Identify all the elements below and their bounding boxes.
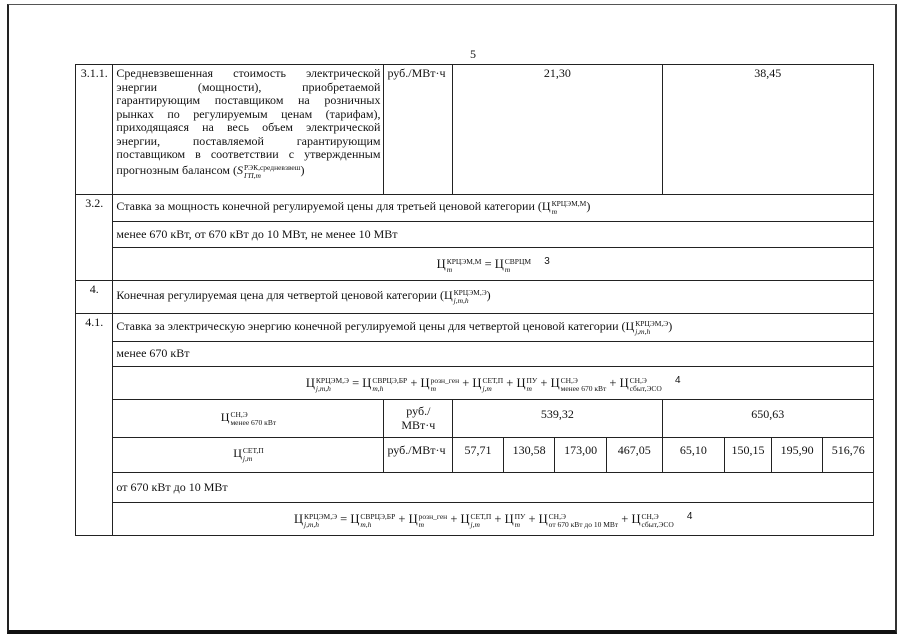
plus-sign: + <box>398 511 406 526</box>
price-symbol: Ц <box>362 375 372 390</box>
price-symbol: Ц <box>305 375 315 390</box>
symbol-sub: j,m,h <box>453 296 469 305</box>
formula-cell <box>113 503 874 536</box>
symbol-sup: СВРЦЭ,БР <box>360 511 396 521</box>
value-cell: 21,30 <box>453 65 662 195</box>
row-4 <box>76 281 874 314</box>
symbol-sub: j,m,h <box>304 519 319 529</box>
price-symbol: Ц <box>220 409 230 424</box>
price-symbol: Ц <box>293 511 303 526</box>
row-3-2-band <box>76 222 874 248</box>
desc-close: ) <box>300 162 305 177</box>
plus-sign: + <box>506 375 514 390</box>
desc-line: энергии, поставляемой гарантирующим <box>116 133 381 148</box>
symbol-s: S <box>236 162 243 177</box>
formula-cell <box>113 248 874 281</box>
row-description <box>113 65 384 195</box>
value-cell: 467,05 <box>606 438 662 473</box>
plus-sign: + <box>621 511 629 526</box>
formula-number: 3 <box>544 255 550 267</box>
row-number: 4. <box>76 281 113 314</box>
plus-sign: + <box>540 375 548 390</box>
desc-line-last <box>116 164 380 180</box>
price-symbol: Ц <box>494 256 504 271</box>
title-close: ) <box>586 199 591 213</box>
band-label: менее 670 кВт, от 670 кВт до 10 МВт, не менее 10 МВт <box>113 222 874 248</box>
price-symbol: Ц <box>420 375 430 390</box>
value-cell: 150,15 <box>725 438 772 473</box>
symbol-sup: СН,Э <box>548 511 566 521</box>
tariff-table <box>75 64 874 536</box>
unit-cell: руб./МВт·ч <box>384 438 453 473</box>
desc-line: энергии (мощности), приобретаемой <box>116 79 381 94</box>
plus-sign: + <box>410 375 418 390</box>
symbol-sup: ПУ <box>526 375 538 385</box>
value-cell: 650,63 <box>662 400 873 438</box>
symbol-sup: СН,Э <box>629 375 647 385</box>
symbol-sub: j,m <box>242 454 253 463</box>
symbol-sup: КРЦЭМ,М <box>551 199 587 208</box>
price-symbol: Ц <box>443 288 453 302</box>
title-close: ) <box>486 288 491 302</box>
page-number: 5 <box>470 47 476 61</box>
value-cell: 516,76 <box>823 438 874 473</box>
row-title <box>113 314 874 342</box>
price-symbol: Ц <box>504 511 514 526</box>
symbol-sub: ГП,m <box>243 170 261 180</box>
symbol-sup: СЕТ,П <box>242 446 264 455</box>
row-3-2-formula <box>76 248 874 281</box>
symbol-sup: КРЦЭМ,М <box>446 256 482 266</box>
value-cell: 173,00 <box>555 438 607 473</box>
price-symbol: Ц <box>631 511 641 526</box>
value-cell: 38,45 <box>662 65 873 195</box>
price-symbol: Ц <box>472 375 482 390</box>
unit-cell: руб./МВт·ч <box>384 65 453 195</box>
symbol-sub: сбыт,ЭСО <box>629 383 662 393</box>
symbol-sub: j,m <box>470 519 480 529</box>
value-cell: 57,71 <box>453 438 504 473</box>
symbol-sup: СЕТ,П <box>482 375 504 385</box>
symbol-sup: ПУ <box>514 511 526 521</box>
symbol-sub: менее 670 кВт <box>230 417 277 427</box>
desc-line: Средневзвешенная стоимость электрической <box>116 66 381 80</box>
sn-label <box>113 400 384 438</box>
band-label: менее 670 кВт <box>113 342 874 367</box>
value-cell: 130,58 <box>503 438 555 473</box>
plus-sign: + <box>609 375 617 390</box>
symbol-sup: РЭК,средневзвеш <box>243 162 301 172</box>
desc-tail: прогнозным балансом ( <box>116 162 237 177</box>
symbol-sup: КРЦЭМ,Э <box>315 375 349 385</box>
symbol-sup: КРЦЭМ,Э <box>304 511 338 521</box>
row-4-1-band1 <box>76 342 874 367</box>
symbol-sub: j,m,h <box>315 383 331 393</box>
band-label: от 670 кВт до 10 МВт <box>113 473 874 503</box>
price-symbol: Ц <box>538 511 548 526</box>
symbol-sub: сбыт,ЭСО <box>641 519 674 529</box>
row-title <box>113 281 874 314</box>
symbol-sup: СВРЦЭ,БР <box>372 375 408 385</box>
value-cell: 195,90 <box>771 438 823 473</box>
equals-sign: = <box>352 375 360 390</box>
symbol-sub: менее 670 кВт <box>560 383 607 393</box>
plus-sign: + <box>494 511 502 526</box>
value-cell: 539,32 <box>453 400 662 438</box>
formula-number: 4 <box>686 510 693 522</box>
set-label <box>113 438 384 473</box>
desc-line: приходящаяся на весь объем электрической <box>116 120 381 134</box>
desc-line: рынках по регулируемым ценам (тарифам), <box>116 106 381 121</box>
symbol-sub: j,m <box>482 383 492 393</box>
desc-line: поставщиком в соответствии с утвержденным <box>116 147 381 161</box>
title-text: Ставка за мощность конечной регулируемой цены для третьей ценовой категории ( <box>116 199 542 213</box>
symbol-sup: СН,Э <box>641 511 659 521</box>
symbol-sub: m <box>526 383 532 393</box>
plus-sign: + <box>528 511 536 526</box>
row-title <box>113 195 874 222</box>
equals-sign: = <box>484 256 492 271</box>
formula-cell <box>113 367 874 400</box>
desc-line: гарантирующим поставщиком на розничных <box>116 93 381 107</box>
symbol-sup: СВРЦМ <box>504 256 532 266</box>
symbol-sub: m <box>430 383 436 393</box>
title-text: Конечная регулируемая цена для четвертой ценовой категории ( <box>116 288 444 302</box>
title-text: Ставка за электрическую энергию конечной регулируемой цены для четвертой ценовой категории ( <box>116 318 626 333</box>
row-4-1-set <box>76 438 874 473</box>
symbol-sup: КРЦЭМ,Э <box>635 318 669 328</box>
row-number: 4.1. <box>76 314 113 536</box>
row-4-1-band2 <box>76 473 874 503</box>
price-symbol: Ц <box>408 511 418 526</box>
row-4-1-formula1 <box>76 367 874 400</box>
formula-number: 4 <box>674 374 681 386</box>
row-3-1-1 <box>76 65 874 195</box>
symbol-sub: m <box>551 207 557 216</box>
row-4-1-formula2 <box>76 503 874 536</box>
row-number: 3.1.1. <box>76 65 113 195</box>
price-symbol: Ц <box>350 511 360 526</box>
symbol-sub: m,h <box>360 519 372 529</box>
equals-sign: = <box>340 511 348 526</box>
price-symbol: Ц <box>625 318 635 333</box>
symbol-sub: m <box>446 264 453 274</box>
symbol-sup: СН,Э <box>230 409 248 419</box>
symbol-sup: КРЦЭМ,Э <box>453 288 487 297</box>
unit-cell: руб./ МВт·ч <box>384 400 453 438</box>
plus-sign: + <box>450 511 458 526</box>
symbol-sup: СН,Э <box>560 375 578 385</box>
value-cell: 65,10 <box>662 438 725 473</box>
price-symbol: Ц <box>550 375 560 390</box>
price-symbol: Ц <box>436 256 446 271</box>
price-symbol: Ц <box>541 199 551 213</box>
plus-sign: + <box>462 375 470 390</box>
symbol-sub: m,h <box>372 383 384 393</box>
symbol-sub: от 670 кВт до 10 МВт <box>548 519 619 529</box>
price-symbol: Ц <box>233 446 242 460</box>
symbol-sub: m <box>504 264 511 274</box>
row-3-2 <box>76 195 874 222</box>
symbol-sup: розн_ген <box>430 375 460 385</box>
symbol-sup: СЕТ,П <box>470 511 492 521</box>
title-close: ) <box>668 318 673 333</box>
row-4-1-sn <box>76 400 874 438</box>
symbol-sub: m <box>514 519 521 529</box>
row-4-1 <box>76 314 874 342</box>
price-symbol: Ц <box>619 375 629 390</box>
price-symbol: Ц <box>516 375 526 390</box>
symbol-sub: m <box>418 519 425 529</box>
symbol-sup: розн_ген <box>418 511 448 521</box>
price-symbol: Ц <box>460 511 470 526</box>
row-number: 3.2. <box>76 195 113 281</box>
symbol-sub: j,m,h <box>635 326 651 336</box>
